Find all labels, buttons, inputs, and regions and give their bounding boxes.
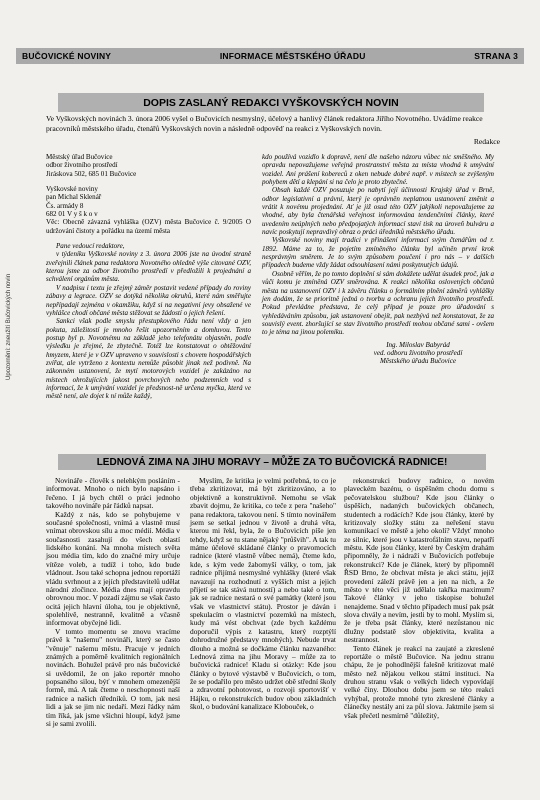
article2-paragraph: Myslím, že kritika je velmi potřebná, to co je třeba zkritizovat, má být zkritizováno, a to objektivně a konstruktivně. Nemohu se však zbavit dojmu, že kritika, co teče z pera "našeho" pana redaktora, takovou není. S tímto novinářem jsem se setkal jednou v životě a druhá věta, kterou mi řekl, byla, že o Bučovicích píše jen tehdy, když se tu stane nějaký "průšvih". A tak tu máme účelové skládané články o pravomocích radnice (které vlastně vůbec nemá), čteme kdo, kde, s kým vede žabomyší války, o tom, jak radnice přijímá nesmyslné vyhlášky (které však navazují na rozhodnutí z vyšších míst a jejich přijetí se tak stává nutností) a nebo také o tom, jak se radnice nestará o své památky (které jsou však ve vlastnictví státu). Prostor je dáván i spekulacím o vlastnictví pozemků na místech, kudy má vést obchvat (zde bych každému doporučil výpis z katastru, který rozptýlí dohrodružné představy mnohých). Nebude trvat dlouho a možná se dočkáme článku nazvaného: Lednová zima na jihu Moravy – může za to bučovická radnice! Kladu si otázky: Kde jsou články o bytové výstavbě v Bučovicích, o tom, že se podařilo pro město udržet obě střední školy a zdravotní pohotovost, o rozvoji sportovišť v Hájku, o rekonstrukcích budov obou základních škol, o budování kanalizace Klobouček, o [190, 476, 336, 712]
page-header [16, 48, 524, 64]
header-paper-name: BUČOVICKÉ NOVINY [22, 51, 112, 61]
recipient-line: Vyškovské noviny [46, 185, 98, 194]
letter-paragraph: v týdeníku Vyškovské noviny z 3. února 2006 jste na úvodní straně zveřejnili článek pana redaktora Novotného ohledně výše citované OZV, kterou jsme za odbor životního prostředí v předložili k projednání a schválení orgánům města. [46, 250, 251, 284]
recipient-line: Čs. armády 8 [46, 201, 84, 210]
header-page-number: STRANA 3 [474, 51, 518, 61]
article2-paragraph: Každý z nás, kdo se pohybujeme v současné společnosti, vnímá a vlastně musí vnímat obrovskou sílu a moc médií. Média v současnosti zasahují do všech oblastí lidského konání. Na mnoha místech světa jsou média tím, kdo do značné míry určuje vítěze voleb, a tudíž i toho, kdo bude vládnout. Jsou také schopna jednou reportáží vládu svrhnout a z jejích představitelů udělat národní zločince. Média dnes mají opravdu obrovnou moc. V pozadí zájmu se však často ocitá jejich hlavní úloha, tou je objektivně, spolehlivě, nestranně, kvalitně a včasně informovat obyčejné lidi. [46, 509, 180, 628]
sender-line: Jiráskova 502, 685 01 Bučovice [46, 169, 137, 178]
letter-paragraph: Sankci však podle smyslu přestupkového řádu není vždy a jen pokuta, záležitostí je mnoho řešit upozorněním a domluvou. Tento postup byl p. Novotnému na základě jeho telefonátu objasněn, podle výsledku je zřejmé, že zbytečně. Totéž lze konstatovat o obtěžování hmyzem, které je v OZV upraveno v souvislosti s chovem hospodářských zvířat, ale vytrženo z kontextu nemůže působit jinak než podivně. Na zákonném ustanovení, že mytí motorových vozidel je zakázáno na místech ohrožujících jakost povrchových nebo podzemních vod s informací, že k umývání vozidel je předsnost-ně určena myčka, která ve městě není, ale dojet k ní může každý, [46, 317, 251, 401]
article2-column-1 [46, 477, 180, 728]
letter-paragraph: V nadpisu i textu je zřejmý záměr postavit vedené případy do roviny zábavy a legrace. OZV se dotýká několika okruhů, které nám směřujte nepřípadají zejména v okamžiku, když si na negativní jevy obsažené ve vyhlášce chodí občané města stěžovat se žádostí o jejich řešení. [46, 283, 251, 317]
article2-column-2 [190, 477, 336, 712]
letter-left-column [46, 153, 251, 401]
sender-line: odbor životního prostředí [46, 161, 118, 170]
article2-title: LEDNOVÁ ZIMA NA JIHU MORAVY – MŮŽE ZA TO BUČOVICKÁ RADNICE! [58, 454, 486, 470]
author-title: ved. odboru životního prostředí [373, 348, 463, 357]
letter-right-column [262, 153, 494, 366]
recipient-line: 682 01 V y š k o v [46, 210, 98, 219]
article2-paragraph: Novináře - člověk s nelehkým posláním - informovat. Mnoho o nich bylo napsáno i řečeno. I já bych chtěl o práci jednoho takového novináře pár řádků napsat. [46, 476, 180, 511]
sender-line: Městský úřad Bučovice [46, 153, 113, 161]
article1-intro: Ve Vyškovských novinách 3. února 2006 vyšel o Bučovicích nesmyslný, účelový a hanlivý článek redaktora Jiřího Novotného. Uvádíme reakce pracovníků městského úřadu, čtenářů Vyškovských novin a následně odpověď na reakci z Vyškovských novin. [46, 114, 483, 133]
letter-paragraph: Obsah každé OZV posuzuje po nabytí její účinnosti Krajský úřad v Brně, odbor legislativní a právní, který je oprávněn neplatnou ustanovení změnit a vrátit k novému projednání. Ať je již osud této OZV jakýkoli nepovažujeme za vhodné, aby byla čtenářská veřejnost informována tendenčními články, které uvedením neúplných nebo předpojatých informací staví tisk na úroveň bulváru a navíc poskytují nepravdivý obraz o práci úředníků městského úřadu. [262, 186, 494, 237]
article2-paragraph: V tomto momentu se znovu vracíme právě k "našemu" novináři, který se často "věnuje" našemu městu. Pracuje v jedních známých a poměrně kvalitních regionálních novinách. Bohužel právě pro nás bučovické si uvědomil, že on jako reportér mnoho popsaného silou, býť v mnohem omezenější formě, má. A tak čteme o neschopnosti naší radnice a našich úředníků. O tom, jak nesi lidi a jak se jim nic nedaří. Mezi řádky nám tím říká, jak jsme všichni hloupí, když jsme si je sami zvolili. [46, 626, 180, 728]
article2-paragraph: Tento článek je reakcí na zaujaté a zkreslené reportáže o městě Bučovice. Na jednu stranu chápu, že je pohodlnější falešně kritizovat malé město než nějakou velkou státní instituci. Na druhou stranu však o velkých lidech vypovídají velké činy. Dlouhou dobu jsem se této reakci vyhýbal, protože mnohé tyto zkreslené články a článečky nestály ani za půl slova. Jaktmile jsem si však přečetl nesmírně "důležitý, [344, 643, 494, 720]
margin-note: Upozornění: zneužití Bučovických novin [6, 273, 12, 380]
letter-subject: Věc: Obecně závazná vyhláška (OZV) města Bučovice č. 9/2005 O udržování čistoty a pořádku na území města [46, 218, 251, 235]
author-name: Ing. Miloslav Babyrád [386, 340, 450, 349]
article2-column-3 [344, 477, 494, 720]
recipient-line: pan Michal Sklenář [46, 193, 102, 202]
article2-paragraph: rekonstrukci budovy radnice, o novém plaveckém bazénu, o úspěšném chodu domu s pečovatelskou službou? Kde jsou články o úspěších, nadaných bučovických občanech, studentech a rodácích? Kde jsou články, které by kritizovaly složky státu za neřešení stavu komunikací ve městě a jeho okolí? Vždyť mnoho ze silnic, které jsou v katastrofálním stavu, nepatří městu. Kde jsou články, které by Českým drahám připomněly, že i nádraží v Bučovicích potřebuje rekonstrukci? Kde je článek, který by připomněl ŘSD Brno, že obchvat města je akci státu, jejíž provedení záleží právě jen a jen na nich, a že město v této věci již udělalo takřka maximum? Takové články v jeho tiskopise bohužel nenajdeme. Snad v těchto případech musí pak psát slova chvály a nevím, jestli by to mohl. Myslím si, že je třeba psát články, které nezůstanou nic dlužny podstatě slov objektivita, kvalita a nestrannost. [344, 476, 494, 645]
header-section: INFORMACE MĚSTSKÉHO ÚŘADU [219, 51, 366, 61]
letter-paragraph: kdo používá vozidlo k dopravě, není dle našeho názoru vůbec nic směšného. My opravdu nepovažujeme veřejná prostranství města za místa vhodná k umývání vozidel. Ani prášení kobereců z oken nebude dobré např. v místech se zvýšeným pohybem dětí a klepání si na čelo je proto zbytečné. [262, 153, 494, 187]
letter-salutation: Pane vedoucí redaktore, [56, 242, 125, 251]
article1-title: DOPIS ZASLANÝ REDAKCI VYŠKOVSKÝCH NOVIN [58, 93, 484, 112]
letter-paragraph: Vyškovské noviny mají tradici v přinášení informací svým čtenářům od r. 1892. Máme za to, že pojetím zmíněného článku byl učiněn první krok nesprávným směrem. Je to svým způsobem poučení i pro nás – v dalších případech budeme vždy žádat odsouhlasení námi poskytnutých údajů. [262, 236, 494, 270]
letter-paragraph: Osobně věřím, že po tomto doplnění si sám dokážete udělat úsudek proč, jak a vůči komu je zmíněná OZV směrována. K reakci několika oslovených občanů města na ustanovení OZV i k závěru článku o formálním plnění záměrů vyhlášky jen dodám, že se prioritně jedná o tvorbu a ochranu jejich životního prostředí. Pokud převládne představa, že celý případ je pouze pro úřadování s vyhledáváním způsobu, jak ustanovení obejít, pak nezbývá než konstatovat, že za souvislý event. zhoršující se stav životního prostředí mohou občané sami - ovšem to je téma na jinou polemiku. [262, 269, 494, 337]
author-office: Městského úřadu Bučovice [380, 357, 456, 366]
article1-signature: Redakce [473, 137, 500, 146]
